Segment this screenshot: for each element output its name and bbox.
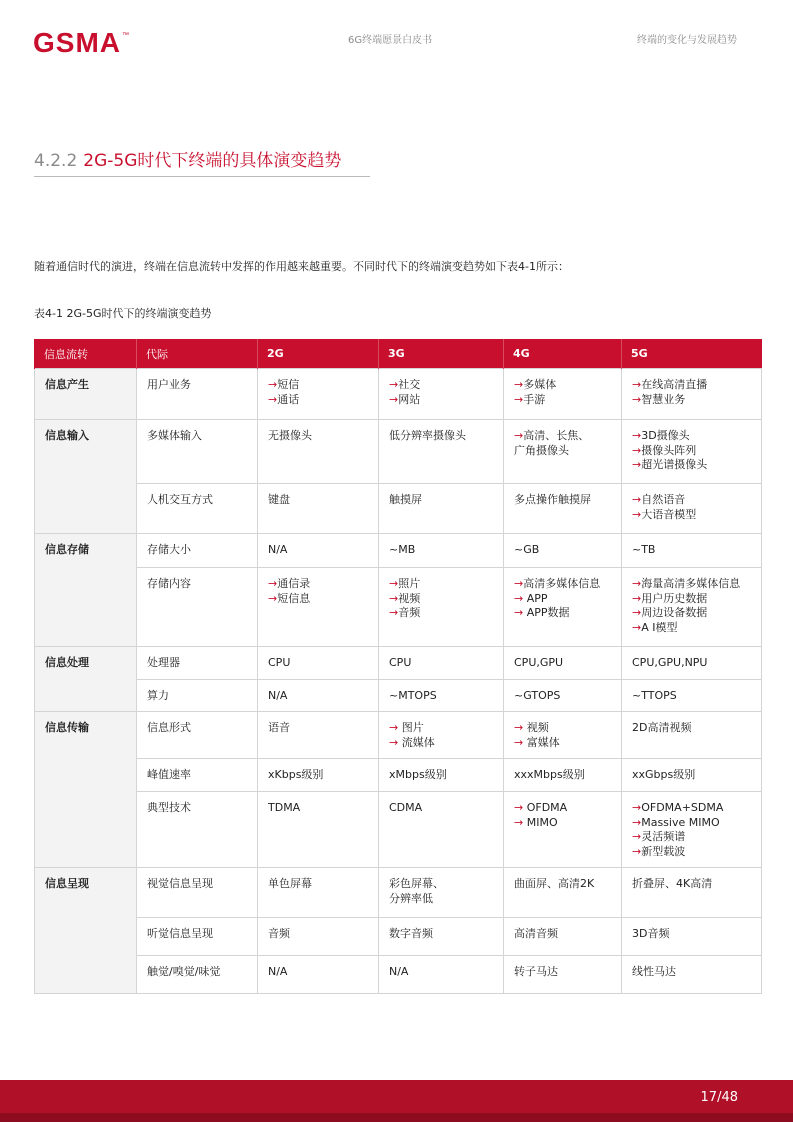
value-cell [379, 712, 504, 759]
arrow-icon: → [389, 735, 399, 749]
cell-line: →短信息 [268, 591, 311, 605]
cell-line: CPU,GPU,NPU [632, 656, 708, 669]
arrow-icon: → [514, 429, 524, 442]
cell-line: 低分辨率摄像头 [389, 429, 466, 442]
cell-line: →海量高清多媒体信息 [632, 577, 741, 590]
cell-line: → MIMO [514, 815, 558, 829]
cell-line: xKbps级别 [268, 768, 324, 781]
value-cell [622, 956, 762, 994]
arrow-icon: → [632, 378, 642, 391]
section-number: 4.2.2 [34, 151, 78, 171]
cell-line: → 富媒体 [514, 735, 560, 749]
value-cell [622, 647, 762, 680]
cell-line: →手游 [514, 392, 546, 406]
cell-line: ~TB [632, 543, 656, 556]
value-cell [622, 420, 762, 484]
cell-line: →社交 [389, 378, 421, 391]
value-cell [258, 369, 379, 420]
cell-line: 多点操作触摸屏 [514, 493, 591, 506]
cell-line: → APP数据 [514, 606, 570, 619]
arrow-icon: → [632, 493, 642, 506]
value-cell [258, 759, 379, 792]
cell-line: →视频 [389, 591, 421, 605]
table-row [35, 956, 762, 994]
section-heading [34, 146, 370, 177]
arrow-icon: → [632, 429, 642, 442]
cell-line: N/A [268, 965, 288, 978]
cell-line: 音频 [268, 927, 290, 940]
header-cell: 3G [379, 339, 504, 369]
cell-line: →用户历史数据 [632, 591, 708, 605]
cell-line: →高清、长焦、 [514, 429, 590, 442]
value-cell [622, 918, 762, 956]
header-cell: 代际 [137, 339, 258, 369]
cell-line: →智慧业务 [632, 392, 686, 406]
cell-line: 触摸屏 [389, 493, 422, 506]
table-row [35, 712, 762, 759]
arrow-icon: → [268, 392, 278, 406]
arrow-icon: → [268, 378, 278, 391]
cell-line: 转子马达 [514, 965, 558, 978]
arrow-icon: → [514, 577, 524, 590]
table-caption: 表4-1 2G-5G时代下的终端演变趋势 [34, 307, 212, 320]
header-cell: 2G [258, 339, 379, 369]
value-cell [379, 369, 504, 420]
value-cell [622, 680, 762, 712]
cell-line: →A I模型 [632, 620, 678, 634]
value-cell [504, 420, 622, 484]
item-cell: 信息形式 [137, 712, 258, 759]
category-cell: 信息呈现 [35, 868, 137, 994]
cell-line: xxGbps级别 [632, 768, 696, 781]
table-row [35, 534, 762, 568]
category-cell: 信息存储 [35, 534, 137, 647]
cell-line: → 视频 [514, 721, 549, 734]
cell-line: →照片 [389, 577, 421, 590]
value-cell [504, 759, 622, 792]
cell-line: → OFDMA [514, 801, 568, 814]
cell-line: N/A [389, 965, 409, 978]
arrow-icon: → [514, 606, 524, 619]
cell-line: →通话 [268, 392, 300, 406]
arrow-icon: → [514, 735, 524, 749]
value-cell [258, 568, 379, 647]
cell-line: 键盘 [268, 493, 290, 506]
cell-line: 无摄像头 [268, 429, 312, 442]
value-cell [379, 534, 504, 568]
header-chapter-title: 终端的变化与发展趋势 [637, 35, 737, 46]
value-cell [379, 568, 504, 647]
item-cell: 听觉信息呈现 [137, 918, 258, 956]
cell-line: →超光谱摄像头 [632, 458, 708, 471]
item-cell: 峰值速率 [137, 759, 258, 792]
table-row [35, 484, 762, 534]
cell-line: ~TTOPS [632, 689, 677, 702]
cell-line: →3D摄像头 [632, 429, 690, 442]
cell-line: → 图片 [389, 721, 424, 734]
value-cell [622, 792, 762, 868]
value-cell [504, 868, 622, 918]
header-cell: 4G [504, 339, 622, 369]
item-cell: 用户业务 [137, 369, 258, 420]
table-row [35, 792, 762, 868]
table-row [35, 369, 762, 420]
arrow-icon: → [632, 844, 642, 858]
arrow-icon: → [632, 392, 642, 406]
value-cell [258, 918, 379, 956]
arrow-icon: → [268, 591, 278, 605]
cell-line: TDMA [268, 801, 301, 814]
cell-line: ~MTOPS [389, 689, 437, 702]
value-cell [504, 918, 622, 956]
cell-line: → APP [514, 591, 548, 605]
value-cell [379, 956, 504, 994]
value-cell [504, 647, 622, 680]
value-cell [504, 956, 622, 994]
item-cell: 存储大小 [137, 534, 258, 568]
arrow-icon: → [632, 830, 642, 843]
cell-line: →新型载波 [632, 844, 686, 858]
cell-line: 折叠屏、4K高清 [632, 877, 713, 890]
cell-line: →摄像头阵列 [632, 443, 697, 457]
header-doc-title: 6G终端愿景白皮书 [348, 35, 433, 46]
logo-text: GSMA [33, 27, 121, 58]
cell-line: →音频 [389, 606, 421, 619]
value-cell [379, 420, 504, 484]
cell-line: →在线高清直播 [632, 378, 708, 391]
arrow-icon: → [632, 458, 642, 471]
cell-line: ~GB [514, 543, 540, 556]
cell-line: 广角摄像头 [514, 443, 569, 457]
cell-line: N/A [268, 543, 288, 556]
arrow-icon: → [514, 591, 524, 605]
item-cell: 触觉/嗅觉/味觉 [137, 956, 258, 994]
arrow-icon: → [514, 815, 524, 829]
table-row [35, 647, 762, 680]
arrow-icon: → [389, 606, 399, 619]
value-cell [379, 680, 504, 712]
evolution-table [34, 339, 762, 994]
item-cell: 处理器 [137, 647, 258, 680]
value-cell [258, 712, 379, 759]
arrow-icon: → [514, 392, 524, 406]
cell-line: 单色屏幕 [268, 877, 312, 890]
page-number: 17/48 [700, 1090, 738, 1105]
value-cell [379, 759, 504, 792]
item-cell: 视觉信息呈现 [137, 868, 258, 918]
arrow-icon: → [514, 721, 524, 734]
intro-paragraph: 随着通信时代的演进，终端在信息流转中发挥的作用越来越重要。不同时代下的终端演变趋势如下表4-1所示： [34, 260, 569, 273]
cell-line: 彩色屏幕、 [389, 877, 444, 890]
value-cell [622, 568, 762, 647]
cell-line: →灵活频谱 [632, 830, 686, 843]
cell-line: CPU [268, 656, 291, 669]
value-cell [379, 792, 504, 868]
value-cell [504, 680, 622, 712]
cell-line: CPU,GPU [514, 656, 564, 669]
table-row [35, 868, 762, 918]
cell-line: 分辨率低 [389, 891, 433, 905]
cell-line: →高清多媒体信息 [514, 577, 601, 590]
value-cell [504, 534, 622, 568]
category-cell: 信息传输 [35, 712, 137, 868]
value-cell [504, 484, 622, 534]
table-row [35, 680, 762, 712]
header-cell: 信息流转 [35, 339, 137, 369]
category-cell: 信息产生 [35, 369, 137, 420]
table-row [35, 568, 762, 647]
arrow-icon: → [389, 591, 399, 605]
arrow-icon: → [632, 577, 642, 590]
cell-line: ~GTOPS [514, 689, 561, 702]
value-cell [258, 647, 379, 680]
cell-line: →大语音模型 [632, 507, 697, 521]
cell-line: → 流媒体 [389, 735, 435, 749]
value-cell [379, 647, 504, 680]
arrow-icon: → [389, 378, 399, 391]
value-cell [504, 369, 622, 420]
arrow-icon: → [268, 577, 278, 590]
cell-line: 数字音频 [389, 927, 433, 940]
cell-line: 高清音频 [514, 927, 558, 940]
cell-line: 2D高清视频 [632, 721, 692, 734]
item-cell: 人机交互方式 [137, 484, 258, 534]
cell-line: →Massive MIMO [632, 815, 720, 829]
arrow-icon: → [632, 606, 642, 619]
arrow-icon: → [632, 801, 642, 814]
value-cell [622, 712, 762, 759]
value-cell [258, 868, 379, 918]
value-cell [379, 918, 504, 956]
item-cell: 多媒体输入 [137, 420, 258, 484]
value-cell [258, 792, 379, 868]
value-cell [379, 484, 504, 534]
value-cell [622, 484, 762, 534]
table-row [35, 918, 762, 956]
cell-line: CPU [389, 656, 412, 669]
arrow-icon: → [389, 721, 399, 734]
arrow-icon: → [389, 577, 399, 590]
gsma-logo [33, 27, 129, 58]
value-cell [504, 568, 622, 647]
arrow-icon: → [632, 591, 642, 605]
cell-line: →网站 [389, 392, 421, 406]
value-cell [258, 534, 379, 568]
value-cell [622, 369, 762, 420]
arrow-icon: → [514, 801, 524, 814]
cell-line: N/A [268, 689, 288, 702]
cell-line: →周边设备数据 [632, 606, 708, 619]
cell-line: CDMA [389, 801, 423, 814]
value-cell [504, 712, 622, 759]
footer-strip [0, 1113, 793, 1122]
cell-line: 曲面屏、高清2K [514, 877, 595, 890]
section-title: 2G-5G时代下终端的具体演变趋势 [83, 151, 342, 171]
cell-line: →短信 [268, 378, 300, 391]
cell-line: 3D音频 [632, 927, 670, 940]
value-cell [622, 868, 762, 918]
cell-line: →多媒体 [514, 378, 557, 391]
cell-line: ~MB [389, 543, 416, 556]
arrow-icon: → [514, 378, 524, 391]
cell-line: →通信录 [268, 577, 311, 590]
value-cell [379, 868, 504, 918]
table-row [35, 759, 762, 792]
cell-line: 线性马达 [632, 965, 676, 978]
arrow-icon: → [632, 815, 642, 829]
value-cell [258, 956, 379, 994]
value-cell [258, 680, 379, 712]
arrow-icon: → [632, 443, 642, 457]
cell-line: xMbps级别 [389, 768, 447, 781]
cell-line: xxxMbps级别 [514, 768, 585, 781]
logo-trademark: ™ [122, 32, 129, 39]
value-cell [258, 484, 379, 534]
value-cell [622, 759, 762, 792]
arrow-icon: → [632, 620, 642, 634]
cell-line: 语音 [268, 721, 290, 734]
arrow-icon: → [389, 392, 399, 406]
item-cell: 存储内容 [137, 568, 258, 647]
category-cell: 信息输入 [35, 420, 137, 534]
category-cell: 信息处理 [35, 647, 137, 712]
cell-line: →OFDMA+SDMA [632, 801, 724, 814]
arrow-icon: → [632, 507, 642, 521]
value-cell [504, 792, 622, 868]
table-header-row [35, 339, 762, 369]
value-cell [258, 420, 379, 484]
cell-line: →自然语音 [632, 493, 686, 506]
table-row [35, 420, 762, 484]
header-cell: 5G [622, 339, 762, 369]
item-cell: 算力 [137, 680, 258, 712]
item-cell: 典型技术 [137, 792, 258, 868]
value-cell [622, 534, 762, 568]
